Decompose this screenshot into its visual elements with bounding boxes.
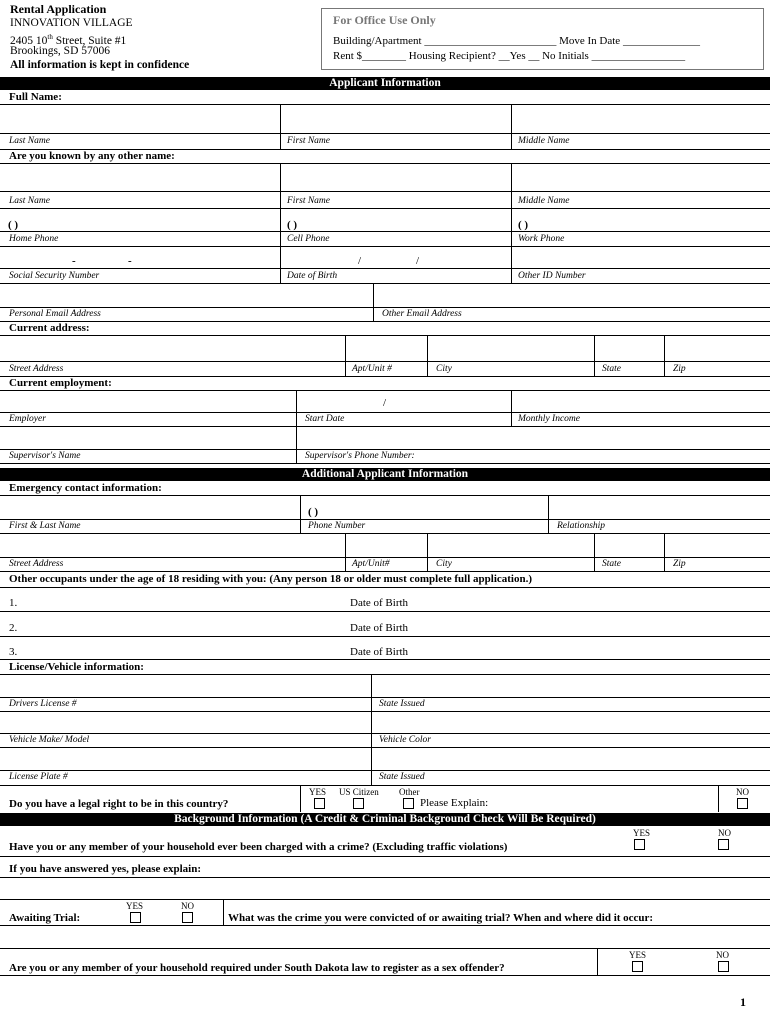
divider [0, 697, 770, 698]
state-caption: State [602, 364, 621, 374]
office-use-box [321, 8, 764, 70]
section-background-information: Background Information (A Credit & Criminal Background Check Will Be Required) [0, 813, 770, 826]
divider [0, 361, 770, 362]
company-city: Brookings, SD 57006 [10, 45, 110, 57]
divider [0, 208, 770, 209]
middle-name-caption: Middle Name [518, 136, 570, 146]
office-use-row-2: Rent $________ Housing Recipient? __Yes __ No Initials _________________ [333, 50, 686, 62]
divider [0, 412, 770, 413]
section-applicant-information: Applicant Information [0, 77, 770, 90]
emergency-state-caption: State [602, 559, 621, 569]
divider [0, 104, 770, 105]
divider [548, 495, 549, 533]
supervisor-name-caption: Supervisor's Name [9, 451, 81, 461]
city-caption: City [436, 364, 452, 374]
occupant-3-dob-label: Date of Birth [350, 646, 409, 658]
legal-yes-label: YES [309, 787, 327, 797]
divider [0, 246, 770, 247]
form-title: Rental Application [10, 2, 107, 16]
home-phone-caption: Home Phone [9, 234, 59, 244]
divider [280, 163, 281, 283]
zip-caption: Zip [673, 364, 686, 374]
awaiting-yes-checkbox[interactable] [130, 912, 141, 923]
emergency-street-caption: Street Address [9, 559, 64, 569]
offender-yes-label: YES [629, 950, 647, 960]
other-email-caption: Other Email Address [382, 309, 462, 319]
emergency-contact-label: Emergency contact information: [9, 482, 162, 494]
dob-caption: Date of Birth [287, 271, 338, 281]
divider [0, 557, 770, 558]
divider [345, 533, 346, 571]
divider [0, 307, 770, 308]
divider [300, 785, 301, 812]
alias-middle-name-caption: Middle Name [518, 196, 570, 206]
crime-yes-checkbox[interactable] [634, 839, 645, 850]
page-number: 1 [740, 995, 746, 1009]
company-street: 2405 10th Street, Suite #1 [10, 33, 127, 47]
divider [0, 376, 770, 377]
divider [0, 449, 770, 450]
plate-state-caption: State Issued [379, 772, 425, 782]
awaiting-no-checkbox[interactable] [182, 912, 193, 923]
divider [0, 770, 770, 771]
divider [0, 321, 770, 322]
divider [427, 335, 428, 376]
license-state-caption: State Issued [379, 699, 425, 709]
home-phone-area-code[interactable]: ( ) [8, 219, 19, 231]
work-phone-caption: Work Phone [518, 234, 565, 244]
legal-other-label: Other [399, 787, 420, 797]
offender-yes-checkbox[interactable] [632, 961, 643, 972]
current-address-label: Current address: [9, 322, 90, 334]
awaiting-trial-label: Awaiting Trial: [9, 912, 81, 924]
divider [594, 335, 595, 376]
company-name: INNOVATION VILLAGE [10, 17, 133, 29]
ssn-dash-2: - [128, 255, 132, 267]
apt-unit-caption: Apt/Unit # [352, 364, 392, 374]
occupant-3-number: 3. [9, 646, 18, 658]
offender-no-label: NO [716, 950, 729, 960]
alias-first-name-caption: First Name [287, 196, 331, 206]
dob-slash-1: / [358, 255, 362, 267]
legal-us-citizen-label: US Citizen [339, 787, 379, 797]
divider [0, 163, 770, 164]
divider [0, 611, 770, 612]
divider [223, 899, 224, 925]
relationship-caption: Relationship [557, 521, 606, 531]
divider [0, 519, 770, 520]
full-name-label: Full Name: [9, 91, 62, 103]
phone-number-caption: Phone Number [308, 521, 366, 531]
office-use-title: For Office Use Only [333, 13, 436, 27]
divider [0, 948, 770, 949]
divider [0, 191, 770, 192]
divider [511, 390, 512, 426]
divider [718, 785, 719, 812]
section-additional-applicant-information: Additional Applicant Information [0, 468, 770, 481]
divider [664, 533, 665, 571]
divider [0, 925, 770, 926]
divider [0, 133, 770, 134]
sex-offender-question: Are you or any member of your household required under South Dakota law to register as a sex offender? [9, 962, 505, 974]
start-date-caption: Start Date [305, 414, 345, 424]
emergency-zip-caption: Zip [673, 559, 686, 569]
please-explain-label: Please Explain: [420, 797, 489, 809]
offender-no-checkbox[interactable] [718, 961, 729, 972]
divider [511, 104, 512, 149]
cell-phone-caption: Cell Phone [287, 234, 330, 244]
ssn-caption: Social Security Number [9, 271, 100, 281]
dob-slash-2: / [416, 255, 420, 267]
divider [0, 674, 770, 675]
divider [373, 283, 374, 321]
divider [0, 571, 770, 572]
cell-phone-area-code[interactable]: ( ) [287, 219, 298, 231]
divider [664, 335, 665, 376]
personal-email-caption: Personal Email Address [9, 309, 101, 319]
vehicle-make-caption: Vehicle Make/ Model [9, 735, 90, 745]
monthly-income-caption: Monthly Income [518, 414, 580, 424]
license-vehicle-label: License/Vehicle information: [9, 661, 144, 673]
awaiting-yes-label: YES [126, 901, 144, 911]
vehicle-color-caption: Vehicle Color [379, 735, 431, 745]
divider [0, 533, 770, 534]
divider [0, 785, 770, 786]
legal-us-citizen-checkbox[interactable] [353, 798, 364, 809]
alias-last-name-caption: Last Name [9, 196, 50, 206]
other-name-label: Are you known by any other name: [9, 150, 175, 162]
occupant-2-number: 2. [9, 622, 18, 634]
divider [0, 268, 770, 269]
explain-question: If you have answered yes, please explain: [9, 863, 201, 875]
crime-no-checkbox[interactable] [718, 839, 729, 850]
first-last-name-caption: First & Last Name [9, 521, 81, 531]
other-id-caption: Other ID Number [518, 271, 586, 281]
occupant-1-dob-label: Date of Birth [350, 597, 409, 609]
start-date-slash: / [383, 397, 387, 409]
crime-detail-question: What was the crime you were convicted of or awaiting trial? When and where did it occur: [228, 912, 654, 924]
current-employment-label: Current employment: [9, 377, 112, 389]
divider [0, 283, 770, 284]
legal-right-question: Do you have a legal right to be in this country? [9, 798, 229, 810]
occupant-2-dob-label: Date of Birth [350, 622, 409, 634]
divider [427, 533, 428, 571]
divider [0, 975, 770, 976]
divider [597, 948, 598, 975]
occupants-label: Other occupants under the age of 18 residing with you: (Any person 18 or older must complete full application.) [9, 573, 533, 585]
awaiting-no-label: NO [181, 901, 194, 911]
first-name-caption: First Name [287, 136, 331, 146]
emergency-phone-area-code[interactable]: ( ) [308, 506, 319, 518]
divider [0, 426, 770, 427]
divider [0, 335, 770, 336]
divider [0, 636, 770, 637]
legal-no-label: NO [736, 787, 749, 797]
crime-yes-label: YES [633, 828, 651, 838]
divider [0, 231, 770, 232]
confidentiality-note: All information is kept in confidence [10, 59, 190, 71]
occupant-1-number: 1. [9, 597, 18, 609]
drivers-license-caption: Drivers License # [9, 699, 77, 709]
employer-caption: Employer [9, 414, 46, 424]
divider [0, 899, 770, 900]
street-address-caption: Street Address [9, 364, 64, 374]
divider [0, 733, 770, 734]
legal-no-checkbox[interactable] [737, 798, 748, 809]
divider [0, 877, 770, 878]
legal-yes-checkbox[interactable] [314, 798, 325, 809]
divider [0, 390, 770, 391]
divider [511, 163, 512, 283]
divider [0, 495, 770, 496]
divider [300, 495, 301, 533]
divider [0, 747, 770, 748]
work-phone-area-code[interactable]: ( ) [518, 219, 529, 231]
divider [345, 335, 346, 376]
legal-other-checkbox[interactable] [403, 798, 414, 809]
divider [0, 587, 770, 588]
ssn-dash-1: - [72, 255, 76, 267]
emergency-city-caption: City [436, 559, 452, 569]
divider [0, 463, 770, 464]
emergency-apt-caption: Apt/Unit# [352, 559, 390, 569]
divider [0, 659, 770, 660]
divider [280, 104, 281, 149]
divider [0, 711, 770, 712]
license-plate-caption: License Plate # [9, 772, 68, 782]
divider [594, 533, 595, 571]
crime-question: Have you or any member of your household ever been charged with a crime? (Excluding traffic violations) [9, 841, 508, 853]
divider [0, 856, 770, 857]
supervisor-phone-caption: Supervisor's Phone Number: [305, 451, 415, 461]
last-name-caption: Last Name [9, 136, 50, 146]
divider [371, 674, 372, 785]
crime-no-label: NO [718, 828, 731, 838]
office-use-row-1: Building/Apartment ________________________ Move In Date ______________ [333, 35, 700, 47]
